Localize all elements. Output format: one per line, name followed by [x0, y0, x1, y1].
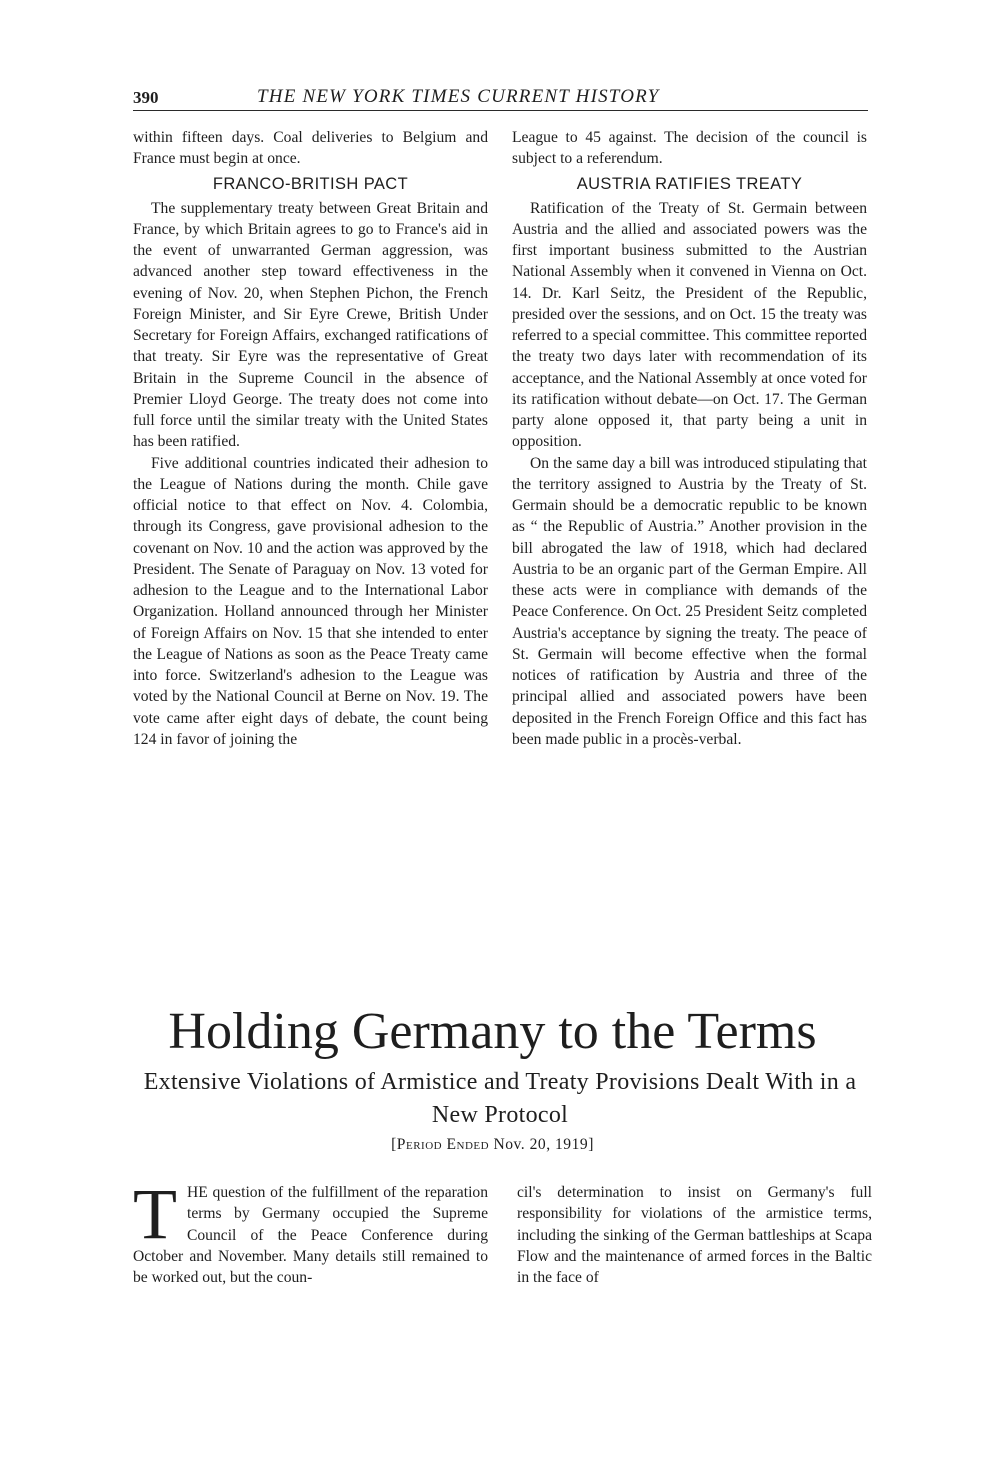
right-paragraph-1: Ratification of the Treaty of St. Germain between Austria and the allied and associated powers was the first important business submitted to the Austrian National Assembly when it convened in Vienna on Oct. 14. Dr. Karl Seitz, the President of the Republic, presided over the sessions, and on Oct. 15 the treaty was referred to a special committee. This committee reported the treaty two days later with recommendation of its acceptance, and the National Assembly at once voted for its ratification without debate—on Oct. 17. The German party alone opposed it, that party being a unit in opposition.: [512, 199, 867, 451]
left-paragraph-1: The supplementary treaty between Great Britain and France, by which Britain agrees to go to France's aid in the event of unwarranted German aggression, was advanced another step toward effectiveness in the evening of Nov. 20, when Stephen Pichon, the French Foreign Minister, and Sir Eyre Crewe, British Under Secretary for Foreign Affairs, exchanged ratifications of that treaty. Sir Eyre was the representative of Great Britain in the Supreme Council in the absence of Premier Lloyd George. The treaty does not come into full force until the similar treaty with the United States has been ratified.: [133, 199, 488, 451]
article-opening-left-text: HE question of the fulfillment of the reparation terms by Germany occupied the Supreme Council of the Peace Conference during October and November. Many details still remained to be worked out, but the coun-: [133, 1184, 488, 1286]
period-close-bracket: ]: [588, 1136, 594, 1153]
article-left-column: [133, 1174, 488, 1288]
section-heading-franco-british: FRANCO-BRITISH PACT: [212, 174, 409, 193]
article-right-column: [517, 1182, 872, 1288]
section-heading-austria: AUSTRIA RATIFIES TREATY: [576, 174, 803, 193]
drop-cap: T: [133, 1174, 177, 1254]
right-paragraph-2: On the same day a bill was introduced stipulating that the territory assigned to Austria by the Treaty of St. Germain should be a democratic republic to be known as “ the Republic of Austria.” Another provision in the bill abrogated the law of 1918, which had declared Austria to be an organic part of the German Empire. All these acts were in compliance with demands of the Peace Conference. On Oct. 25 President Seitz completed Austria's acceptance by signing the treaty. The peace of St. Germain will become effective when the formal notices of ratification by Austria and three of the principal allied and associated powers have been deposited in the French Foreign Office and this fact has been made public in a procès-verbal.: [512, 454, 867, 748]
running-head: THE NEW YORK TIMES CURRENT HISTORY: [257, 86, 660, 107]
article-headline: Holding Germany to the Terms: [168, 1003, 817, 1060]
page-number: 390: [133, 88, 159, 107]
period-date: Nov. 20, 1919: [493, 1136, 589, 1153]
article-opening-right: cil's determination to insist on Germany's full responsibility for violations of the armistice terms, including the sinking of the German battleships at Scapa Flow and the maintenance of armed forces in the Baltic in the face of: [517, 1184, 872, 1286]
right-column: [512, 127, 867, 750]
left-paragraph-2: Five additional countries indicated their adhesion to the League of Nations during the month. Chile gave official notice to that effect on Nov. 4. Colombia, through its Congress, gave provisional adhesion to the covenant on Nov. 10 and the action was approved by the President. The Senate of Paraguay on Nov. 13 voted for adhesion to the League and to the International Labor Organization. Holland announced through her Minister of Foreign Affairs on Nov. 15 that she intended to enter the League of Nations as soon as the Peace Treaty came into force. Switzerland's adhesion to the League was voted by the National Council at Berne on Nov. 19. The vote came after eight days of debate, the count being 124 in favor of joining the: [133, 454, 488, 748]
left-lead-paragraph: within fifteen days. Coal deliveries to Belgium and France must begin at once.: [133, 129, 488, 168]
period-open-bracket: [: [391, 1136, 397, 1153]
period-label: Period Ended: [396, 1136, 490, 1153]
article-subheadline: Extensive Violations of Armistice and Treaty Provisions Dealt With in a New Protocol: [143, 1069, 857, 1128]
right-lead-paragraph: League to 45 against. The decision of the council is subject to a referendum.: [512, 129, 867, 168]
left-column: [133, 127, 488, 750]
article-opening-left: [133, 1174, 488, 1288]
period-line: [0, 1136, 985, 1154]
page-header: [133, 86, 868, 111]
